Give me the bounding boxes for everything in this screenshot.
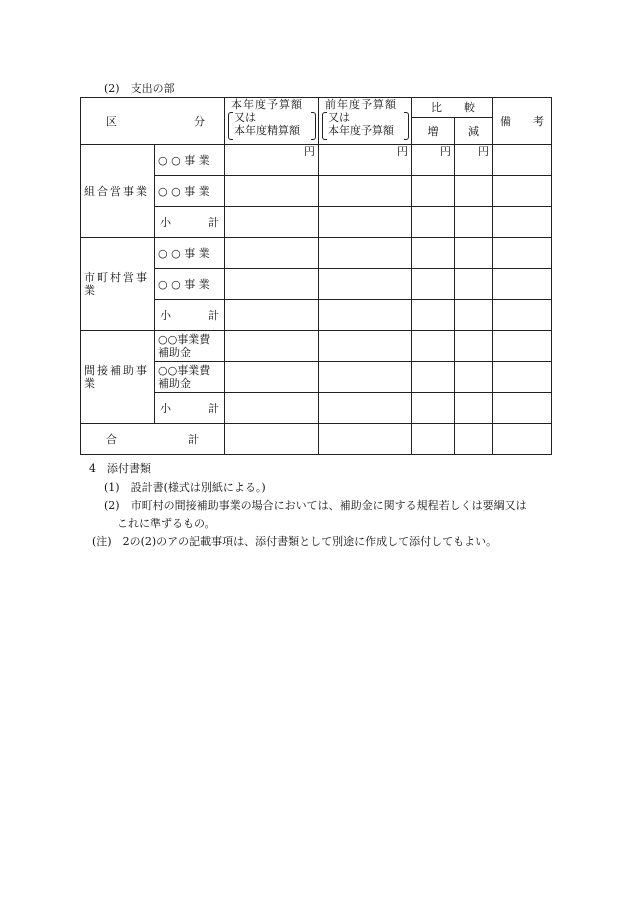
note: (注) 2の(2)のアの記載事項は、添付書類として別途に作成して添付してもよい。 [92,535,498,548]
item-label: ○ ○ 事 業 [155,269,225,300]
yen-unit: 円 [319,145,412,176]
header-decrease: 減 [455,118,493,145]
subtotal-label: 小 計 [155,207,225,238]
group-label: 市町村営事業 [81,238,155,331]
subtotal-label: 小 計 [155,393,225,424]
header-previous-year: 前年度予算額 又は 本年度予算額 [319,98,412,145]
header-increase: 増 [412,118,455,145]
header-comparison: 比 較 [412,98,493,118]
header-current-year: 本年度予算額 又は 本年度精算額 [225,98,319,145]
attachment-item-2-cont: これに準ずるもの。 [117,517,216,530]
item-label: ○○事業費補助金 [155,362,225,393]
total-label: 合 計 [81,424,225,455]
expenditure-table [80,97,552,455]
item-label: ○ ○ 事 業 [155,238,225,269]
header-kubun: 区 分 [81,98,225,145]
group-label: 組合営事業 [81,145,155,238]
subtotal-label: 小 計 [155,300,225,331]
item-label: ○ ○ 事 業 [155,176,225,207]
yen-unit: 円 [455,145,493,176]
group-label: 間接補助事業 [81,331,155,424]
attachment-item-2: (2) 市町村の間接補助事業の場合においては、補助金に関する規程若しくは要綱又は [104,499,527,512]
attachments-heading: 4 添付書類 [89,462,151,475]
yen-unit: 円 [412,145,455,176]
header-remarks: 備 考 [493,98,552,145]
attachment-item-1: (1) 設計書(様式は別紙による。) [104,481,266,494]
item-label: ○ ○ 事 業 [155,145,225,176]
section-heading: (2) 支出の部 [104,82,175,95]
yen-unit: 円 [225,145,319,176]
item-label: ○○事業費補助金 [155,331,225,362]
